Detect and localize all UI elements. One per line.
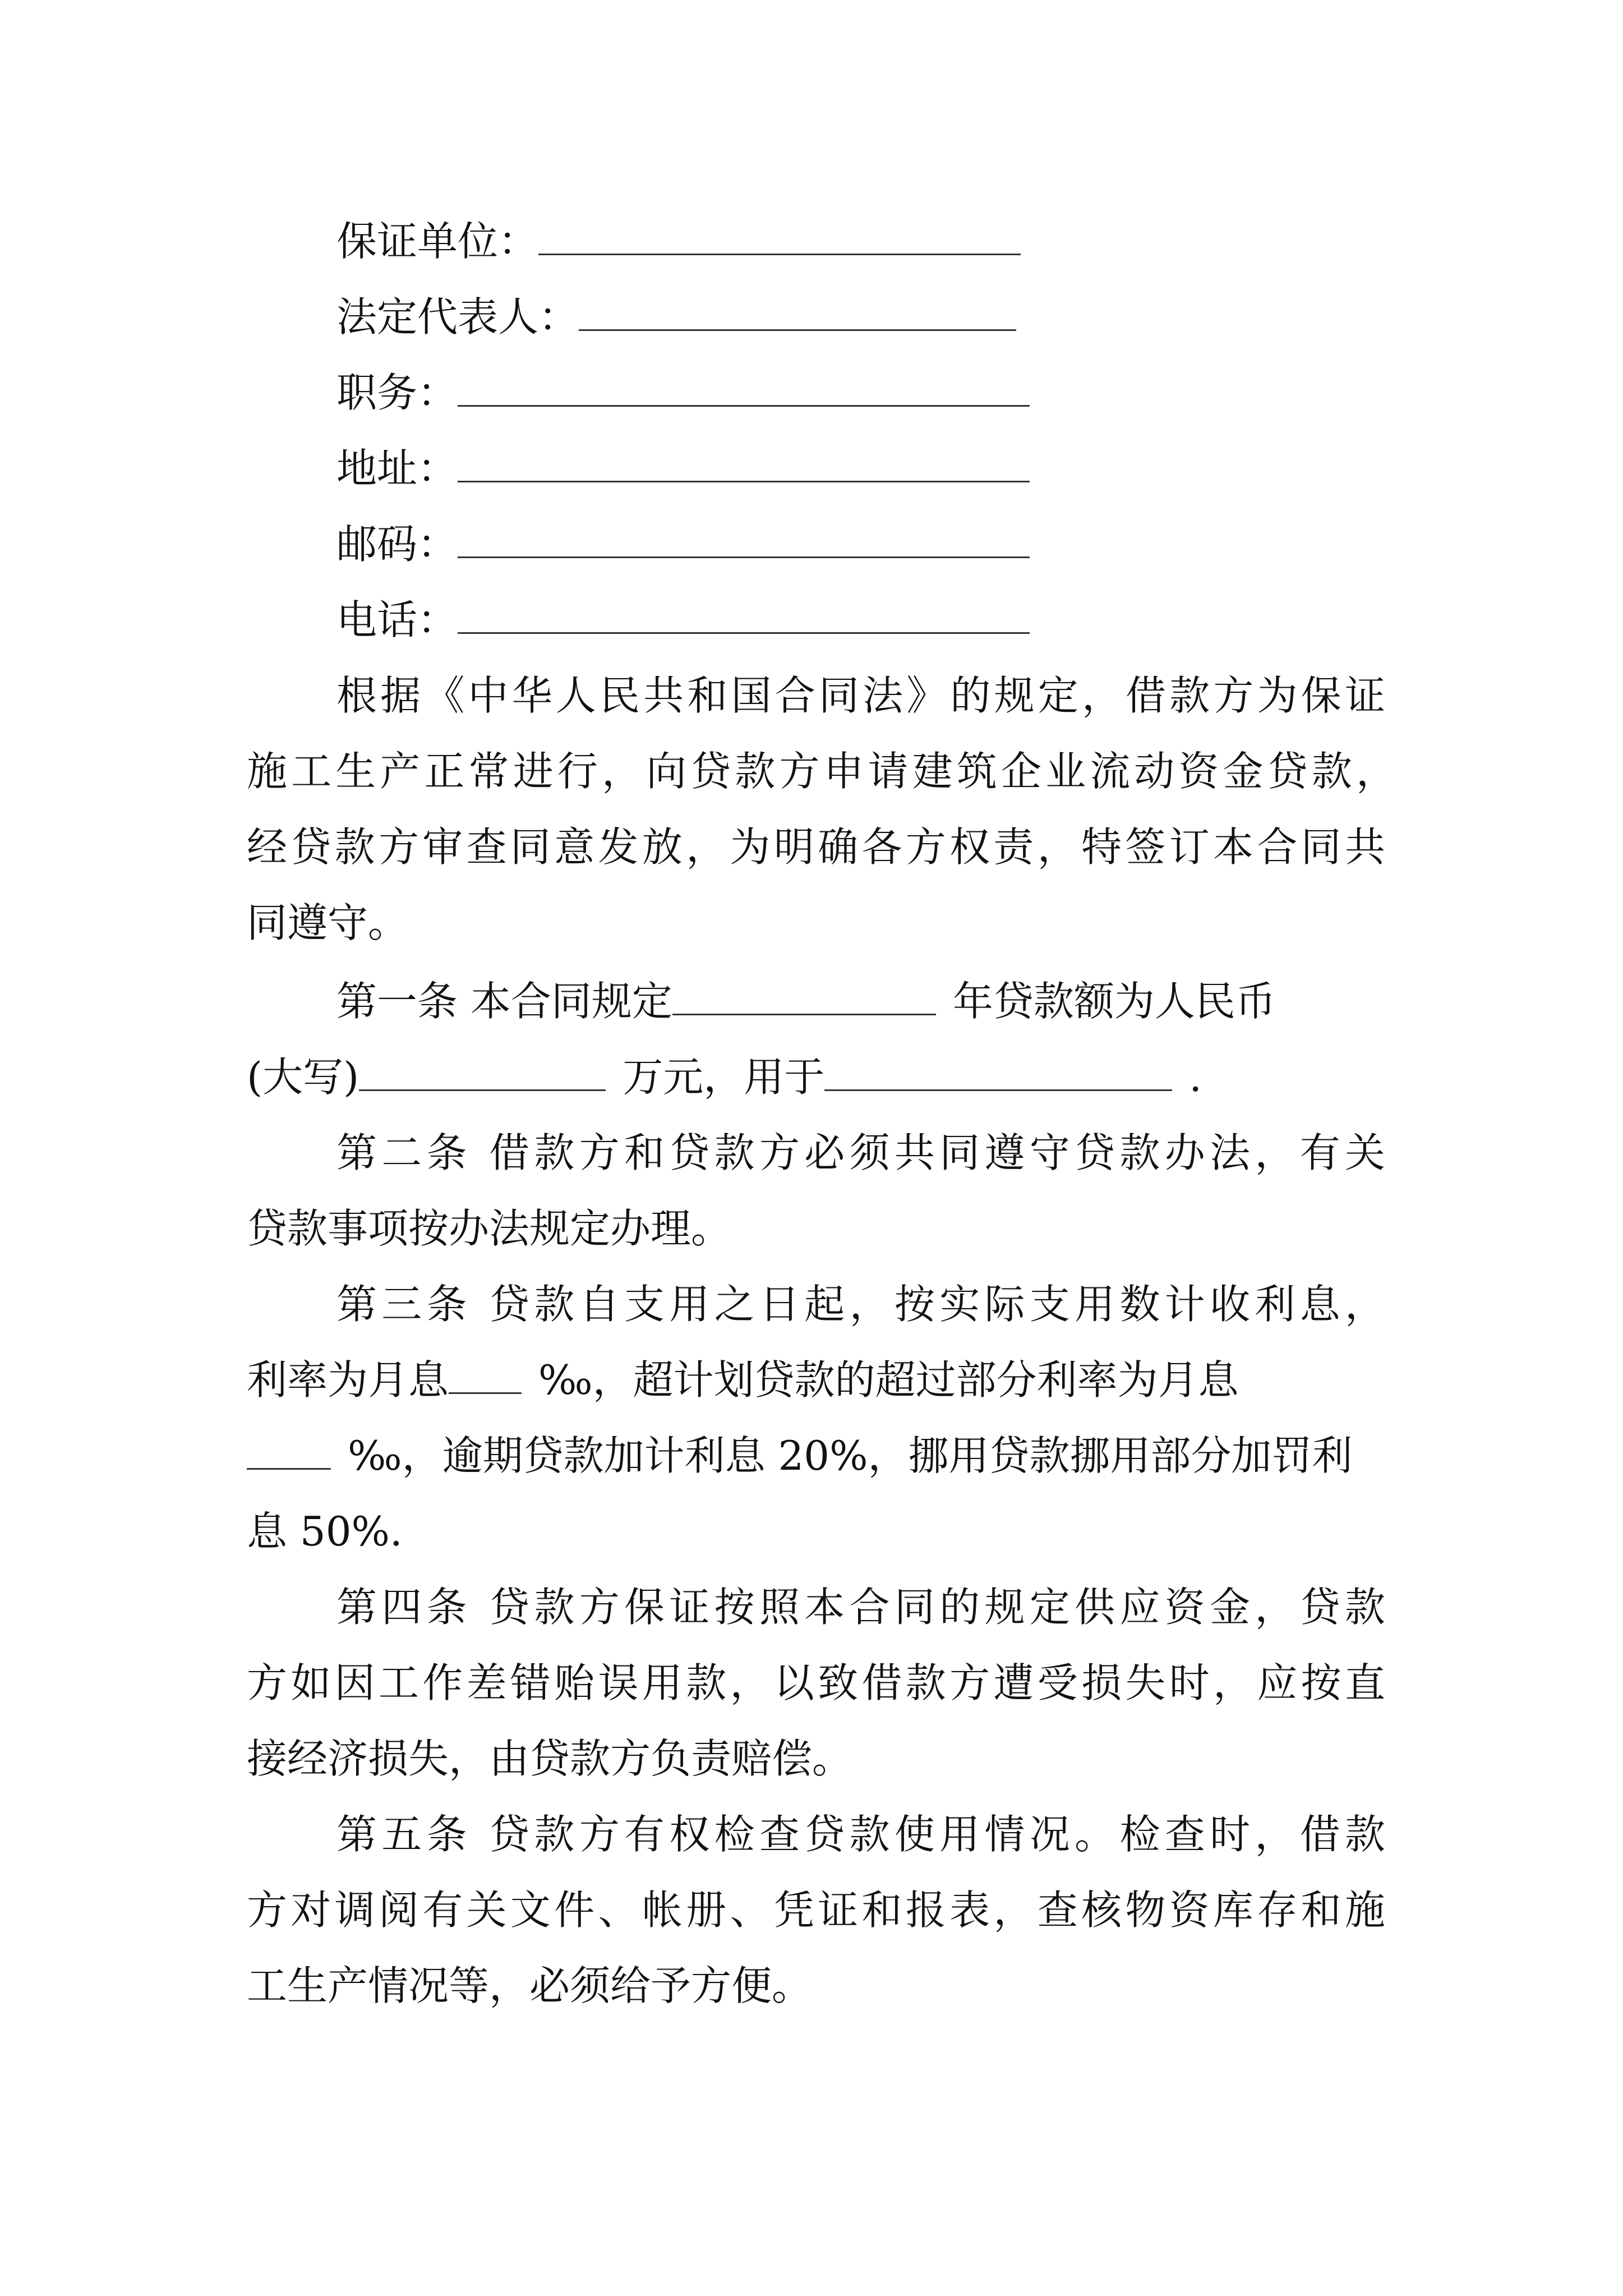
article-2-line-1: 第二条 借款方和贷款方必须共同遵守贷款办法，有关 — [336, 1129, 1385, 1176]
legal-rep-blank[interactable] — [579, 296, 1016, 331]
intro-line-1: 根据《中华人民共和国合同法》的规定，借款方为保证 — [336, 672, 1385, 719]
guarantor-label: 保证单位： — [336, 218, 539, 265]
article-1-text-c: (大写) — [247, 1053, 359, 1101]
article-1-text-e: . — [1189, 1053, 1202, 1101]
article-4-line-3: 接经济损失，由贷款方负责赔偿。 — [247, 1735, 853, 1782]
article-3-text-3b: ‰，逾期贷款加计利息 20%，挪用贷款挪用部分加罚利 — [348, 1432, 1353, 1479]
article-1-purpose-blank[interactable] — [824, 1056, 1172, 1091]
article-1-text-b: 年贷款额为人民币 — [952, 978, 1276, 1025]
article-1-line-2 — [247, 1049, 1202, 1105]
address-label: 地址： — [336, 445, 458, 492]
phone-row — [336, 592, 1030, 648]
postcode-label: 邮码： — [336, 521, 458, 568]
article-3-line-2 — [247, 1352, 1239, 1408]
phone-label: 电话： — [336, 596, 458, 643]
postcode-row — [336, 516, 1030, 572]
article-1-text-a: 第一条 本合同规定 — [336, 978, 672, 1025]
postcode-blank[interactable] — [458, 523, 1030, 558]
article-3-overplan-rate-blank[interactable] — [247, 1434, 331, 1470]
article-3-text-2b: ‰，超计划贷款的超过部分利率为月息 — [538, 1356, 1239, 1404]
article-3-text-2a: 利率为月息 — [247, 1356, 449, 1404]
legal-rep-row — [336, 289, 1016, 345]
article-2-line-2: 贷款事项按办法规定办理。 — [247, 1205, 732, 1252]
phone-blank[interactable] — [458, 599, 1030, 634]
article-1-year-blank[interactable] — [672, 980, 936, 1015]
intro-line-4: 同遵守。 — [247, 899, 409, 946]
article-1-text-d: 万元，用于 — [623, 1053, 825, 1101]
article-5-line-3: 工生产情况等，必须给予方便。 — [247, 1962, 813, 2009]
article-5-line-2: 方对调阅有关文件、帐册、凭证和报表，查核物资库存和施 — [247, 1887, 1385, 1934]
intro-line-2: 施工生产正常进行，向贷款方申请建筑企业流动资金贷款， — [247, 748, 1396, 795]
address-row — [336, 440, 1030, 496]
article-3-line-3 — [247, 1428, 1353, 1484]
position-blank[interactable] — [458, 371, 1030, 407]
guarantor-blank[interactable] — [538, 220, 1021, 255]
position-row — [336, 365, 1030, 421]
article-1-line-1 — [336, 973, 1276, 1029]
article-3-line-1: 第三条 贷款自支用之日起，按实际支用数计收利息， — [336, 1281, 1385, 1328]
position-label: 职务： — [336, 369, 458, 416]
address-blank[interactable] — [458, 447, 1030, 482]
intro-line-3: 经贷款方审查同意发放，为明确各方权责，特签订本合同共 — [247, 823, 1385, 871]
guarantor-row — [336, 213, 1021, 269]
article-5-line-1: 第五条 贷款方有权检查贷款使用情况。检查时，借款 — [336, 1811, 1385, 1858]
article-3-rate-blank[interactable] — [449, 1359, 522, 1394]
article-4-line-2: 方如因工作差错贻误用款，以致借款方遭受损失时，应按直 — [247, 1659, 1385, 1706]
article-1-amount-blank[interactable] — [359, 1056, 606, 1091]
article-3-line-4: 息 50%. — [247, 1508, 403, 1555]
legal-rep-label: 法定代表人： — [336, 293, 579, 341]
article-4-line-1: 第四条 贷款方保证按照本合同的规定供应资金，贷款 — [336, 1584, 1385, 1631]
